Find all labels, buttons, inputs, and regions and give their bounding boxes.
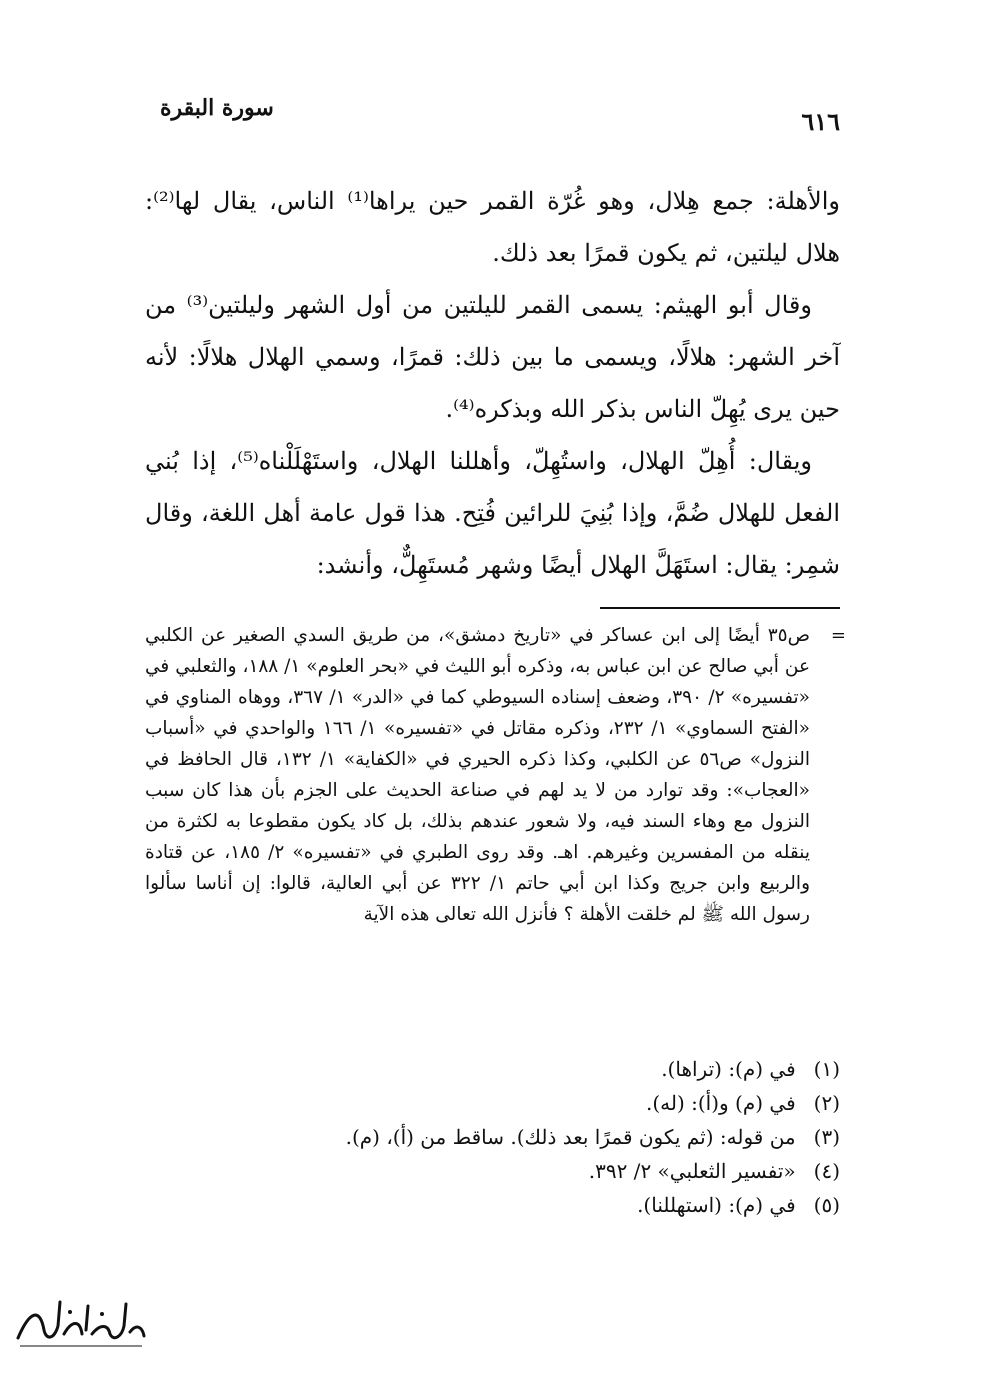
page-number: ٦١٦ [801, 107, 840, 136]
surah-title: سورة البقرة [160, 95, 274, 121]
footnotes-list [145, 1052, 840, 1222]
main-text [145, 175, 840, 591]
footnote-continuation [145, 620, 846, 930]
footnote-number: (٥) [813, 1193, 840, 1217]
footnote-5 [145, 1188, 840, 1222]
watermark-logo [10, 1290, 150, 1352]
footnote-text: في (م): (استهللنا). [637, 1193, 796, 1217]
footnote-text: في (م): (تراها). [661, 1057, 796, 1081]
footnote-text: من قوله: (ثم يكون قمرًا بعد ذلك). ساقط من (أ)، (م). [345, 1125, 796, 1149]
footnote-1 [145, 1052, 840, 1086]
paragraph-2: وقال أبو الهيثم: يسمى القمر لليلتين من أول الشهر وليلتين⁽³⁾ من آخر الشهر: هلالًا، ويسمى ما بين ذلك: قمرًا، وسمي الهلال هلالًا: لأنه حين يرى يُهِلّ الناس بذكر الله وبذكره⁽⁴⁾. [145, 291, 840, 423]
footnote-text: «تفسير الثعلبي» ٢/ ٣٩٢. [588, 1159, 796, 1183]
footnote-number: (١) [813, 1057, 840, 1081]
footnote-3 [145, 1120, 840, 1154]
page-header [160, 95, 840, 135]
footnote-number: (٤) [813, 1159, 840, 1183]
calligraphy-logo-icon [10, 1290, 150, 1352]
paragraph-3: ويقال: أُهِلّ الهلال، واستُهِلّ، وأهللنا الهلال، واستَهْلَلْناه⁽⁵⁾، إذا بُني الفعل للهلال ضُمَّ، وإذا بُنِيَ للرائين فُتِح. هذا قول عامة أهل اللغة، وقال شمِر: يقال: استَهَلَّ الهلال أيضًا وشهر مُستَهِلٌّ، وأنشد: [145, 447, 840, 579]
paragraph-1: والأهلة: جمع هِلال، وهو غُرّة القمر حين يراها⁽¹⁾ الناس، يقال لها⁽²⁾: هلال ليلتين، ثم يكون قمرًا بعد ذلك. [145, 187, 840, 267]
continuation-text: ص٣٥ أيضًا إلى ابن عساكر في «تاريخ دمشق»، من طريق السدي الصغير عن الكلبي عن أبي صالح عن ابن عباس به، وذكره أبو الليث في «بحر العلوم» ١/ ١٨٨، والثعلبي في «تفسيره» ٢/ ٣٩٠، وضعف إسناده السيوطي كما في «الدر» ١/ ٣٦٧، ووهاه المناوي في «الفتح السماوي» ١/ ٢٣٢، وذكره مقاتل في «تفسيره» ١/ ١٦٦ والواحدي في «أسباب النزول» ص٥٦ عن الكلبي، وكذا ذكره الحيري في «الكفاية» ١/ ١٣٢، قال الحافظ في «العجاب»: وقد توارد من لا يد لهم في صناعة الحديث على الجزم بأن هذا كان سبب النزول مع وهاء السند فيه، ولا شعور عندهم بذلك، بل كاد يكون مقطوعا به لكثرة من ينقله من المفسرين وغيرهم. اهـ. وقد روى الطبري في «تفسيره» ٢/ ١٨٥، عن قتادة والربيع وابن جريج وكذا ابن أبي حاتم ١/ ٣٢٢ عن أبي العالية، قالوا: إن أناسا سألوا رسول الله ﷺ لم خلقت الأهلة ؟ فأنزل الله تعالى هذه الآية [145, 625, 811, 925]
footnote-4 [145, 1154, 840, 1188]
continuation-marker: = [830, 625, 846, 646]
footnote-number: (٣) [813, 1125, 840, 1149]
footnote-number: (٢) [813, 1091, 840, 1115]
footnote-2 [145, 1086, 840, 1120]
footnote-divider [600, 607, 840, 609]
footnote-text: في (م) و(أ): (له). [646, 1091, 796, 1115]
